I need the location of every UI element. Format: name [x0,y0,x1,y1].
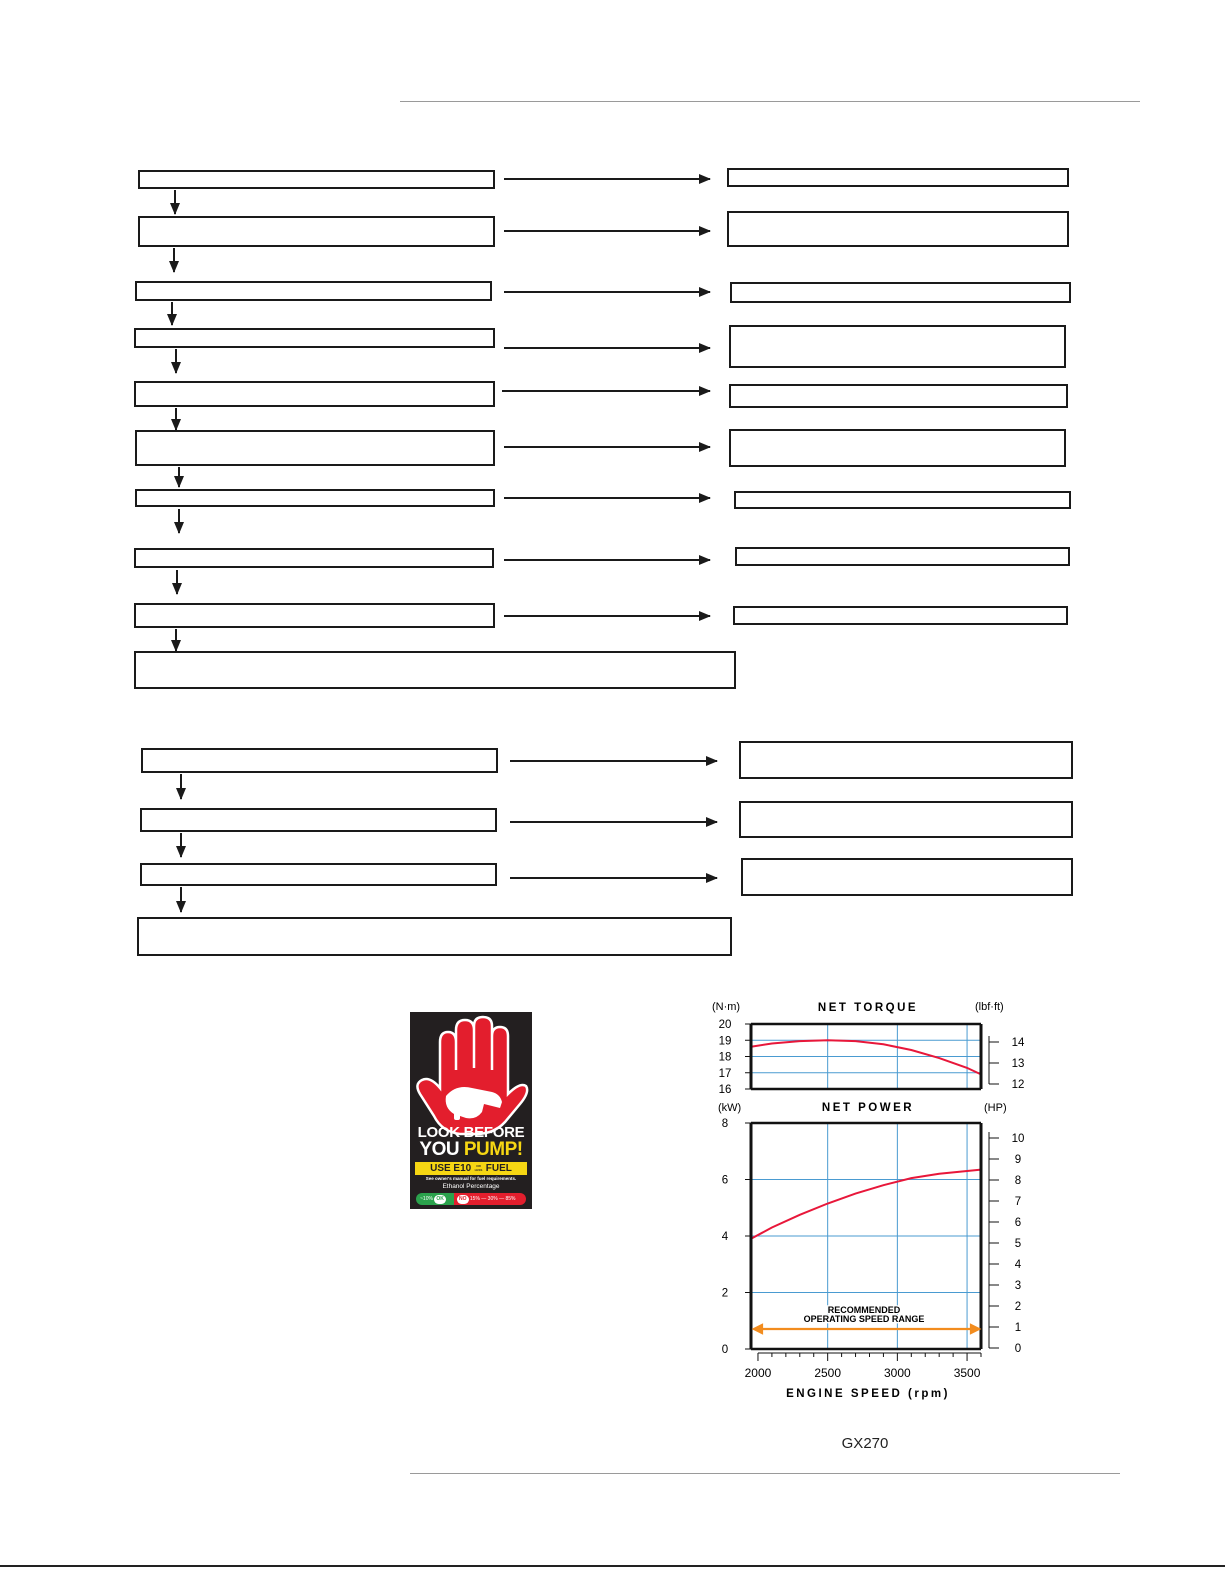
y-tick-label-right: 1 [1014,1322,1022,1334]
y-tick-label-left: 6 [721,1174,729,1187]
fuel-warning-label [410,1012,532,1209]
y-tick-label-right: 7 [1014,1196,1022,1208]
y-tick-label-right: 2 [1014,1301,1022,1313]
torque-title: NET TORQUE [817,1002,919,1014]
y-tick-label-right: 12 [1011,1079,1025,1091]
y-tick-label-right: 8 [1014,1175,1022,1187]
y-tick-label-left: 17 [718,1067,732,1080]
y-tick-label-right: 10 [1011,1133,1025,1145]
torque-y-ticks-left [719,1019,751,1096]
power-left-unit: (kW) [718,1102,742,1114]
y-tick-label-right: 14 [1011,1037,1025,1049]
y-tick-label-right: 3 [1014,1280,1022,1292]
y-tick-label-left: 2 [721,1287,729,1300]
torque-right-unit: (lbf·ft) [975,1001,1004,1013]
y-tick-label-right: 13 [1011,1058,1025,1070]
torque-left-unit: (N·m) [712,1001,741,1013]
ethanol-ok-segment [416,1193,454,1205]
ethanol-percentage-text: Ethanol Percentage [442,1183,500,1190]
y-tick-label-left: 19 [718,1035,732,1048]
fuel-text: FUEL [485,1163,512,1174]
y-tick-label-left: 0 [721,1344,729,1356]
label-line1: LOOK BEFORE [417,1124,525,1141]
no-badge: NO [459,1196,467,1202]
owners-manual-text: See owner's manual for fuel requirements. [425,1176,517,1181]
no-range-text: 15% — 30% — 85% [469,1196,516,1202]
ok-range-text: ~10% [420,1196,433,1202]
model-name: GX270 [841,1435,889,1452]
range-arrow [754,1325,979,1333]
y-tick-label-right: 0 [1014,1343,1022,1355]
performance-chart [690,990,1050,1410]
x-tick-label: 3500 [953,1366,981,1380]
range-annotation-line1: RECOMMENDED [827,1305,901,1315]
y-tick-label-right: 6 [1014,1217,1022,1229]
or-less-text: OR LESS [474,1164,483,1173]
y-tick-label-left: 4 [721,1231,729,1243]
use-fuel-bar [415,1162,527,1175]
torque-y-ticks-right [989,1036,1025,1091]
y-tick-label-left: 8 [721,1118,729,1130]
y-tick-label-right: 9 [1014,1154,1022,1166]
torque-grid [751,1024,981,1089]
page-bottom-line [0,1565,1225,1567]
x-tick-label: 2500 [814,1366,842,1380]
y-tick-label-right: 4 [1014,1259,1022,1271]
range-annotation-line2: OPERATING SPEED RANGE [803,1314,925,1324]
bottom-rule [410,1473,1120,1474]
ethanol-no-segment [454,1193,526,1205]
power-y-ticks-right [989,1132,1024,1355]
power-right-unit: (HP) [984,1102,1007,1114]
y-tick-label-left: 20 [718,1019,732,1031]
y-tick-label-left: 18 [718,1051,732,1064]
x-tick-label: 3000 [884,1366,911,1380]
x-tick-label: 2000 [744,1366,772,1380]
power-x-ticks [745,1353,981,1380]
label-line2 [410,1140,532,1160]
power-title: NET POWER [821,1102,915,1114]
ok-badge: OK [436,1196,444,1202]
label-line2-you: YOU [419,1139,464,1160]
y-tick-label-right: 5 [1014,1238,1022,1250]
power-y-ticks-left [722,1118,751,1356]
torque-curve [751,1040,981,1074]
y-tick-label-left: 16 [718,1084,732,1096]
x-axis-label: ENGINE SPEED (rpm) [786,1388,950,1400]
use-fuel-text: USE E10 [430,1163,472,1174]
label-line2-pump: PUMP! [463,1139,523,1160]
